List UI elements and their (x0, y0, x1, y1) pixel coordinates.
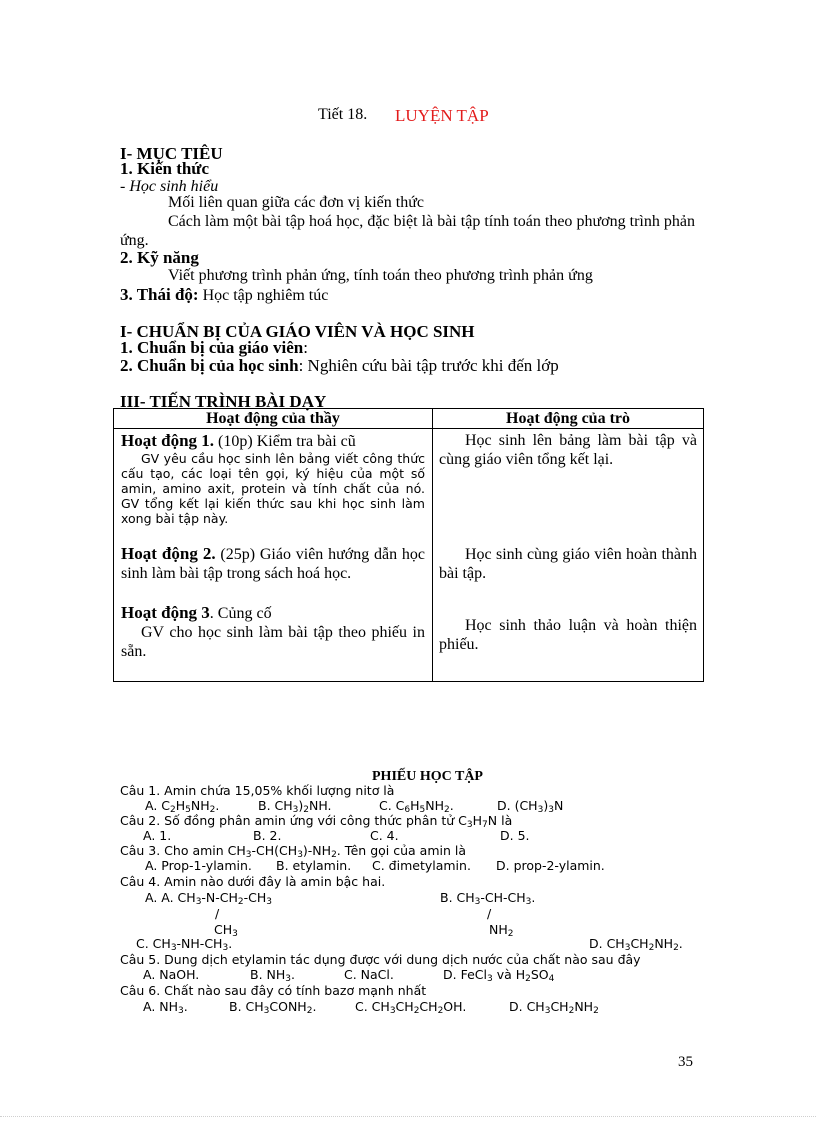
q6-option-c: C. $CH_3CH_2CH_2OH$. (355, 999, 467, 1016)
page-bottom-divider (0, 1116, 816, 1117)
objective-line-2: Cách làm một bài tập hoá học, đặc biệt là bài tập tính toán theo phương trình phản ứng. (120, 213, 695, 249)
q1-option-d: D. $(CH_3)_3N$ (497, 798, 564, 815)
q4-text: Câu 4. Amin nào dưới đây là amin bậc hai. (120, 874, 386, 889)
teacher-cell (114, 429, 433, 682)
q6-option-a: A. $NH_3$. (143, 999, 188, 1016)
q3-text: Câu 3. Cho amin $CH_3-CH(CH_3)-NH_2$. Tên gọi của amin là (120, 843, 467, 860)
hs-prep-heading: 2. Chuẩn bị của học sinh (120, 356, 299, 375)
q5-option-a: A. NaOH. (143, 967, 200, 982)
q3-option-d: D. prop-2-ylamin. (496, 858, 605, 873)
activity-2-label: Hoạt động 2. (121, 544, 216, 563)
activity-3-student: Học sinh thảo luận và hoàn thiện phiếu. (439, 617, 697, 653)
lesson-number: Tiết 18. (318, 106, 368, 123)
q2-option-a: A. 1. (143, 828, 172, 843)
q4-a-substituent: $CH_3$ (214, 922, 238, 939)
q2-option-c: C. 4. (370, 828, 399, 843)
section-2-heading: I- CHUẨN BỊ CỦA GIÁO VIÊN VÀ HỌC SINH (120, 322, 475, 341)
activity-2-lead: (25p) Giáo viên hướng dẫn học sinh làm bài tập trong sách hoá học. (121, 546, 425, 582)
q5-option-b: B. $NH_3$. (250, 967, 295, 984)
activity-1-lead: (10p) Kiểm tra bài cũ (214, 433, 356, 450)
objective-line-1: Mối liên quan giữa các đơn vị kiến thức (168, 194, 424, 211)
q4-option-d: D. $CH_3CH_2NH_2$. (589, 936, 683, 953)
q3-option-a: A. Prop-1-ylamin. (145, 858, 252, 873)
q4-b-substituent: $NH_2$ (489, 922, 514, 939)
activity-1-student: Học sinh lên bảng làm bài tập và cùng giáo viên tổng kết lại. (439, 432, 697, 468)
section-1-heading: I- MỤC TIÊU (120, 144, 223, 163)
q4-a-bond: / (215, 906, 220, 921)
col-header-student: Hoạt động của trò (433, 409, 704, 429)
q6-option-b: B. $CH_3CONH_2$. (229, 999, 317, 1016)
q1-text: Câu 1. Amin chứa 15,05% khối lượng nitơ là (120, 783, 395, 798)
ky-nang-text: Viết phương trình phản ứng, tính toán theo phương trình phản ứng (168, 267, 593, 284)
hoc-sinh-hieu: - Học sinh hiểu (120, 178, 219, 195)
activity-1-label: Hoạt động 1. (121, 431, 215, 450)
activity-3-teacher (114, 603, 432, 661)
activity-1-head (121, 431, 425, 451)
activity-table (113, 408, 704, 682)
lesson-title: LUYỆN TẬP (395, 106, 489, 125)
q6-text: Câu 6. Chất nào sau đây có tính bazơ mạnh nhất (120, 983, 427, 998)
q1-option-b: B. $CH_3)_2NH$. (258, 798, 332, 815)
q1-option-c: C. $C_6H_5NH_2$. (379, 798, 454, 815)
student-cell (433, 429, 704, 682)
gv-prep-text: : (303, 338, 308, 357)
gv-prep-line (120, 339, 308, 356)
q4-b-bond: / (487, 906, 492, 921)
section-3-heading: III- TIẾN TRÌNH BÀI DẠY (120, 392, 327, 411)
activity-3-teacher-text: GV cho học sinh làm bài tập theo phiếu in sẵn. (121, 624, 425, 660)
q6-option-d: D. $CH_3CH_2NH_2$ (509, 999, 599, 1016)
col-header-teacher: Hoạt động của thầy (114, 409, 433, 429)
thai-do-line (120, 286, 328, 305)
q5-option-c: C. NaCl. (344, 967, 394, 982)
gv-prep-heading: 1. Chuẩn bị của giáo viên (120, 338, 304, 357)
kien-thuc-heading: 1. Kiến thức (120, 159, 210, 178)
q4-option-c: C. $CH_3-NH-CH_3$. (136, 936, 233, 953)
activity-1-teacher-text: GV yêu cầu học sinh lên bảng viết công thức cấu tạo, các loại tên gọi, ký hiệu của một số amin, amino axit, protein và tính chất của nó. GV tổng kết lại kiến thức sau khi học sinh làm xong bài tập này. (121, 451, 425, 526)
activity-3-lead: . Củng cố (209, 605, 272, 622)
q2-text: Câu 2. Số đồng phân amin ứng với công thức phân tử $C_3H_7N$ là (120, 813, 513, 830)
q4-option-a: A. A. $CH_3-N-CH_2-CH_3$ (145, 890, 273, 907)
thai-do-heading: 3. Thái độ: (120, 285, 199, 304)
activity-1-teacher (114, 429, 432, 526)
activity-2-teacher (114, 544, 432, 583)
q5-option-d: D. FeCl$_3$ và $H_2SO_4$ (443, 967, 555, 984)
thai-do-text: Học tập nghiêm túc (198, 287, 329, 304)
phieu-title: PHIẾU HỌC TẬP (372, 769, 483, 784)
page-number: 35 (678, 1054, 693, 1070)
ky-nang-heading: 2. Kỹ năng (120, 248, 199, 267)
q2-option-d: D. 5. (500, 828, 530, 843)
activity-3-label: Hoạt động 3 (121, 603, 210, 622)
hs-prep-text: : Nghiên cứu bài tập trước khi đến lớp (298, 356, 559, 375)
q3-option-b: B. etylamin. (276, 858, 352, 873)
q4-option-b: B. $CH_3-CH-CH_3$. (440, 890, 536, 907)
q2-option-b: B. 2. (253, 828, 282, 843)
hs-prep-line (120, 357, 559, 374)
q1-option-a: A. $C_2H_5NH_2$. (145, 798, 220, 815)
activity-3-head (121, 603, 425, 623)
q3-option-c: C. đimetylamin. (372, 858, 471, 873)
q5-text: Câu 5. Dung dịch etylamin tác dụng được với dung dịch nước của chất nào sau đây (120, 952, 641, 967)
activity-2-student: Học sinh cùng giáo viên hoàn thành bài tập. (439, 546, 697, 582)
